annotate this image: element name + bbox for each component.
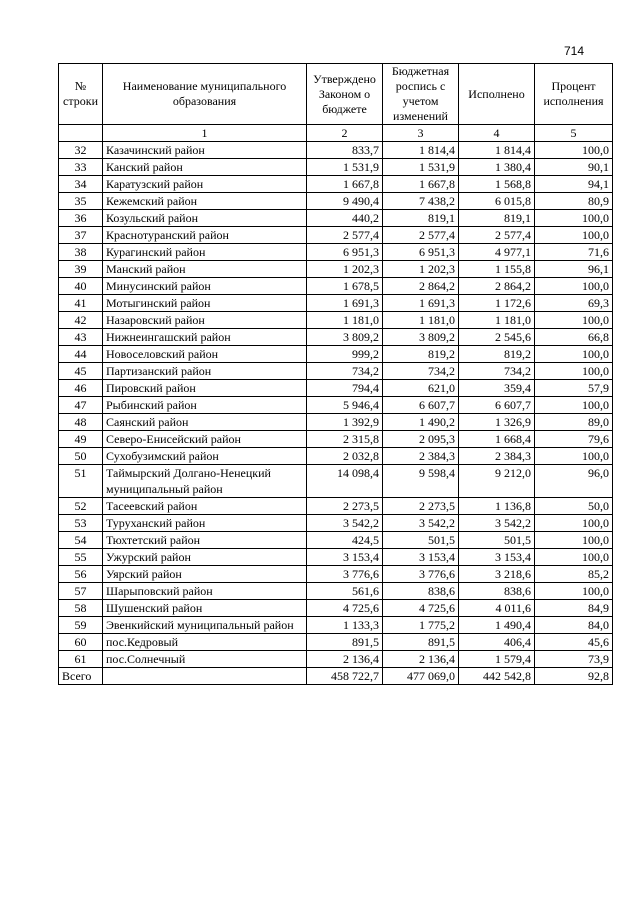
executed-value: 2 577,4 <box>459 227 535 244</box>
approved-value: 1 392,9 <box>307 414 383 431</box>
percent-value: 90,1 <box>535 159 613 176</box>
approved-value: 833,7 <box>307 142 383 159</box>
municipality-name: Мотыгинский район <box>103 295 307 312</box>
approved-value: 2 136,4 <box>307 651 383 668</box>
table-row <box>59 634 613 651</box>
total-executed: 442 542,8 <box>459 668 535 685</box>
municipality-name: Каратузский район <box>103 176 307 193</box>
row-number: 51 <box>59 465 103 498</box>
executed-value: 1 568,8 <box>459 176 535 193</box>
municipality-name: Манский район <box>103 261 307 278</box>
budget-value: 3 153,4 <box>383 549 459 566</box>
approved-value: 1 202,3 <box>307 261 383 278</box>
header-approved: Утверждено Законом о бюджете <box>307 64 383 125</box>
municipality-name: пос.Кедровый <box>103 634 307 651</box>
column-index: 5 <box>535 125 613 142</box>
percent-value: 100,0 <box>535 346 613 363</box>
row-number: 37 <box>59 227 103 244</box>
budget-value: 891,5 <box>383 634 459 651</box>
municipality-name: Новоселовский район <box>103 346 307 363</box>
executed-value: 2 384,3 <box>459 448 535 465</box>
table-row <box>59 193 613 210</box>
table-row <box>59 532 613 549</box>
total-approved: 458 722,7 <box>307 668 383 685</box>
column-index: 3 <box>383 125 459 142</box>
approved-value: 734,2 <box>307 363 383 380</box>
row-number: 52 <box>59 498 103 515</box>
executed-value: 819,1 <box>459 210 535 227</box>
approved-value: 3 776,6 <box>307 566 383 583</box>
municipality-name: Сухобузимский район <box>103 448 307 465</box>
executed-value: 838,6 <box>459 583 535 600</box>
budget-value: 6 607,7 <box>383 397 459 414</box>
table-row <box>59 176 613 193</box>
percent-value: 80,9 <box>535 193 613 210</box>
approved-value: 6 951,3 <box>307 244 383 261</box>
table-row <box>59 515 613 532</box>
budget-value: 621,0 <box>383 380 459 397</box>
approved-value: 3 542,2 <box>307 515 383 532</box>
executed-value: 9 212,0 <box>459 465 535 498</box>
municipality-name: Тасеевский район <box>103 498 307 515</box>
budget-value: 819,1 <box>383 210 459 227</box>
row-number: 48 <box>59 414 103 431</box>
total-budget: 477 069,0 <box>383 668 459 685</box>
table-row <box>59 295 613 312</box>
percent-value: 100,0 <box>535 549 613 566</box>
municipality-name: Рыбинский район <box>103 397 307 414</box>
row-number: 38 <box>59 244 103 261</box>
row-number: 59 <box>59 617 103 634</box>
row-number: 54 <box>59 532 103 549</box>
executed-value: 1 579,4 <box>459 651 535 668</box>
municipality-name: Тюхтетский район <box>103 532 307 549</box>
budget-value: 7 438,2 <box>383 193 459 210</box>
table-row <box>59 600 613 617</box>
approved-value: 440,2 <box>307 210 383 227</box>
approved-value: 3 809,2 <box>307 329 383 346</box>
approved-value: 14 098,4 <box>307 465 383 498</box>
executed-value: 3 153,4 <box>459 549 535 566</box>
percent-value: 84,0 <box>535 617 613 634</box>
municipality-name: Партизанский район <box>103 363 307 380</box>
percent-value: 100,0 <box>535 142 613 159</box>
row-number: 55 <box>59 549 103 566</box>
executed-value: 734,2 <box>459 363 535 380</box>
table-row <box>59 142 613 159</box>
executed-value: 501,5 <box>459 532 535 549</box>
budget-value: 501,5 <box>383 532 459 549</box>
budget-value: 2 273,5 <box>383 498 459 515</box>
executed-value: 6 607,7 <box>459 397 535 414</box>
approved-value: 2 577,4 <box>307 227 383 244</box>
municipality-name: Козульский район <box>103 210 307 227</box>
municipality-name: Северо-Енисейский район <box>103 431 307 448</box>
executed-value: 2 864,2 <box>459 278 535 295</box>
column-index: 4 <box>459 125 535 142</box>
approved-value: 2 032,8 <box>307 448 383 465</box>
approved-value: 1 678,5 <box>307 278 383 295</box>
municipality-name: пос.Солнечный <box>103 651 307 668</box>
percent-value: 50,0 <box>535 498 613 515</box>
table-row <box>59 397 613 414</box>
percent-value: 100,0 <box>535 532 613 549</box>
table-body <box>59 142 613 668</box>
executed-value: 1 181,0 <box>459 312 535 329</box>
table-row <box>59 465 613 498</box>
row-number: 35 <box>59 193 103 210</box>
header-executed: Исполнено <box>459 64 535 125</box>
budget-value: 819,2 <box>383 346 459 363</box>
percent-value: 100,0 <box>535 278 613 295</box>
header-row <box>59 64 613 125</box>
column-index: 1 <box>103 125 307 142</box>
table-row <box>59 244 613 261</box>
percent-value: 100,0 <box>535 210 613 227</box>
executed-value: 1 326,9 <box>459 414 535 431</box>
budget-value: 3 809,2 <box>383 329 459 346</box>
table-row <box>59 549 613 566</box>
row-number: 57 <box>59 583 103 600</box>
row-number: 41 <box>59 295 103 312</box>
executed-value: 4 977,1 <box>459 244 535 261</box>
header-name: Наименование муниципального образования <box>103 64 307 125</box>
column-index: 2 <box>307 125 383 142</box>
approved-value: 794,4 <box>307 380 383 397</box>
municipality-name: Уярский район <box>103 566 307 583</box>
municipality-name: Пировский район <box>103 380 307 397</box>
budget-value: 1 490,2 <box>383 414 459 431</box>
executed-value: 1 668,4 <box>459 431 535 448</box>
budget-value: 4 725,6 <box>383 600 459 617</box>
municipality-name: Канский район <box>103 159 307 176</box>
budget-value: 1 531,9 <box>383 159 459 176</box>
table-row <box>59 346 613 363</box>
table-row <box>59 261 613 278</box>
row-number: 33 <box>59 159 103 176</box>
row-number: 40 <box>59 278 103 295</box>
table-row <box>59 159 613 176</box>
approved-value: 1 531,9 <box>307 159 383 176</box>
table-row <box>59 312 613 329</box>
budget-value: 1 667,8 <box>383 176 459 193</box>
page-number: 714 <box>564 44 585 58</box>
approved-value: 5 946,4 <box>307 397 383 414</box>
percent-value: 96,1 <box>535 261 613 278</box>
executed-value: 3 218,6 <box>459 566 535 583</box>
approved-value: 891,5 <box>307 634 383 651</box>
percent-value: 94,1 <box>535 176 613 193</box>
table-row <box>59 498 613 515</box>
table-row <box>59 210 613 227</box>
total-name-cell <box>103 668 307 685</box>
approved-value: 1 667,8 <box>307 176 383 193</box>
budget-value: 1 181,0 <box>383 312 459 329</box>
percent-value: 69,3 <box>535 295 613 312</box>
table-row <box>59 617 613 634</box>
executed-value: 6 015,8 <box>459 193 535 210</box>
column-index-row <box>59 125 613 142</box>
executed-value: 3 542,2 <box>459 515 535 532</box>
row-number: 39 <box>59 261 103 278</box>
table-row <box>59 278 613 295</box>
municipality-name: Саянский район <box>103 414 307 431</box>
municipality-name: Кежемский район <box>103 193 307 210</box>
municipality-name: Казачинский район <box>103 142 307 159</box>
percent-value: 71,6 <box>535 244 613 261</box>
approved-value: 3 153,4 <box>307 549 383 566</box>
approved-value: 2 315,8 <box>307 431 383 448</box>
municipality-name: Эвенкийский муниципальный район <box>103 617 307 634</box>
approved-value: 561,6 <box>307 583 383 600</box>
percent-value: 57,9 <box>535 380 613 397</box>
municipality-name: Нижнеингашский район <box>103 329 307 346</box>
percent-value: 73,9 <box>535 651 613 668</box>
row-number: 58 <box>59 600 103 617</box>
row-number: 32 <box>59 142 103 159</box>
executed-value: 406,4 <box>459 634 535 651</box>
row-number: 49 <box>59 431 103 448</box>
table-row <box>59 566 613 583</box>
percent-value: 84,9 <box>535 600 613 617</box>
approved-value: 1 133,3 <box>307 617 383 634</box>
budget-value: 838,6 <box>383 583 459 600</box>
budget-value: 2 136,4 <box>383 651 459 668</box>
executed-value: 359,4 <box>459 380 535 397</box>
total-label: Всего <box>59 668 103 685</box>
table-row <box>59 227 613 244</box>
percent-value: 100,0 <box>535 583 613 600</box>
municipality-name: Туруханский район <box>103 515 307 532</box>
row-number: 42 <box>59 312 103 329</box>
table-row <box>59 363 613 380</box>
percent-value: 100,0 <box>535 227 613 244</box>
table-row <box>59 414 613 431</box>
budget-value: 2 095,3 <box>383 431 459 448</box>
municipality-name: Назаровский район <box>103 312 307 329</box>
table-row <box>59 583 613 600</box>
municipality-name: Шушенский район <box>103 600 307 617</box>
percent-value: 100,0 <box>535 397 613 414</box>
table-row <box>59 380 613 397</box>
percent-value: 100,0 <box>535 515 613 532</box>
percent-value: 96,0 <box>535 465 613 498</box>
row-number: 43 <box>59 329 103 346</box>
row-number: 44 <box>59 346 103 363</box>
percent-value: 100,0 <box>535 312 613 329</box>
percent-value: 45,6 <box>535 634 613 651</box>
table-row <box>59 431 613 448</box>
executed-value: 1 490,4 <box>459 617 535 634</box>
executed-value: 1 136,8 <box>459 498 535 515</box>
row-number: 60 <box>59 634 103 651</box>
municipality-name: Краснотуранский район <box>103 227 307 244</box>
table-row <box>59 651 613 668</box>
budget-value: 1 775,2 <box>383 617 459 634</box>
executed-value: 4 011,6 <box>459 600 535 617</box>
approved-value: 1 691,3 <box>307 295 383 312</box>
percent-value: 79,6 <box>535 431 613 448</box>
budget-value: 1 814,4 <box>383 142 459 159</box>
executed-value: 1 814,4 <box>459 142 535 159</box>
percent-value: 85,2 <box>535 566 613 583</box>
executed-value: 1 380,4 <box>459 159 535 176</box>
table-row <box>59 329 613 346</box>
percent-value: 66,8 <box>535 329 613 346</box>
approved-value: 424,5 <box>307 532 383 549</box>
row-number: 53 <box>59 515 103 532</box>
total-percent: 92,8 <box>535 668 613 685</box>
municipality-name: Ужурский район <box>103 549 307 566</box>
row-number: 34 <box>59 176 103 193</box>
approved-value: 9 490,4 <box>307 193 383 210</box>
column-index <box>59 125 103 142</box>
approved-value: 999,2 <box>307 346 383 363</box>
row-number: 61 <box>59 651 103 668</box>
budget-value: 2 864,2 <box>383 278 459 295</box>
budget-value: 6 951,3 <box>383 244 459 261</box>
municipality-name: Шарыповский район <box>103 583 307 600</box>
percent-value: 89,0 <box>535 414 613 431</box>
budget-execution-table <box>58 63 613 685</box>
executed-value: 819,2 <box>459 346 535 363</box>
row-number: 46 <box>59 380 103 397</box>
executed-value: 1 155,8 <box>459 261 535 278</box>
budget-value: 1 202,3 <box>383 261 459 278</box>
budget-value: 2 384,3 <box>383 448 459 465</box>
approved-value: 4 725,6 <box>307 600 383 617</box>
percent-value: 100,0 <box>535 363 613 380</box>
municipality-name: Минусинский район <box>103 278 307 295</box>
budget-value: 9 598,4 <box>383 465 459 498</box>
budget-value: 3 542,2 <box>383 515 459 532</box>
row-number: 50 <box>59 448 103 465</box>
row-number: 36 <box>59 210 103 227</box>
total-row <box>59 668 613 685</box>
approved-value: 1 181,0 <box>307 312 383 329</box>
municipality-name: Таймырский Долгано-Ненецкий муниципальный район <box>103 465 307 498</box>
municipality-name: Курагинский район <box>103 244 307 261</box>
executed-value: 2 545,6 <box>459 329 535 346</box>
header-budget-list: Бюджетная роспись с учетом изменений <box>383 64 459 125</box>
row-number: 45 <box>59 363 103 380</box>
approved-value: 2 273,5 <box>307 498 383 515</box>
row-number: 56 <box>59 566 103 583</box>
budget-value: 2 577,4 <box>383 227 459 244</box>
header-row-no: № строки <box>59 64 103 125</box>
budget-value: 734,2 <box>383 363 459 380</box>
row-number: 47 <box>59 397 103 414</box>
executed-value: 1 172,6 <box>459 295 535 312</box>
header-percent: Процент исполнения <box>535 64 613 125</box>
table-row <box>59 448 613 465</box>
budget-value: 3 776,6 <box>383 566 459 583</box>
budget-value: 1 691,3 <box>383 295 459 312</box>
percent-value: 100,0 <box>535 448 613 465</box>
